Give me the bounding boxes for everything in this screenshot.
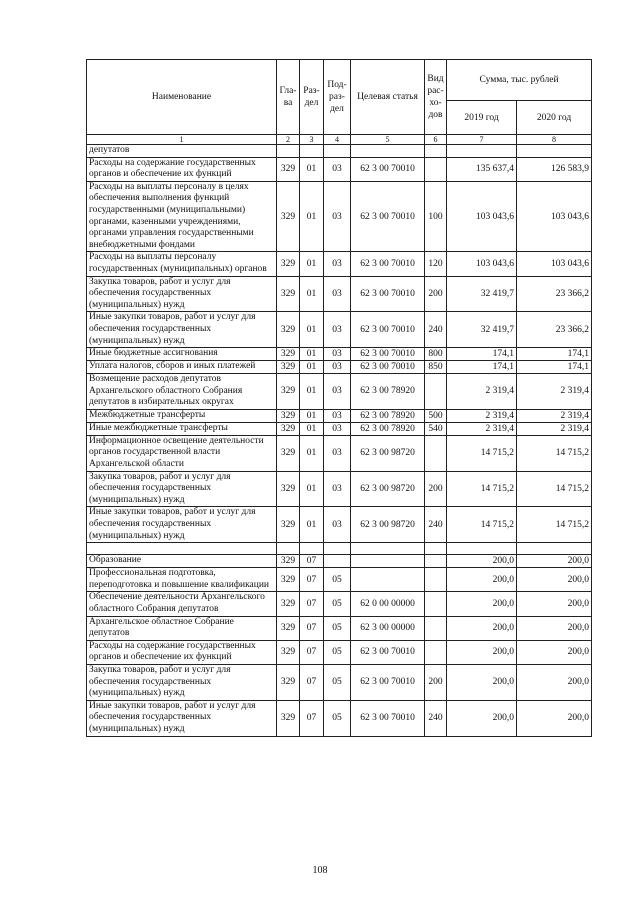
row-razdel: 01 [300,312,324,348]
row-name: Межбюджетные трансферты [87,409,277,422]
table-row [87,252,592,276]
row-amount-2020: 2 319,4 [517,422,592,435]
row-glava: 329 [277,700,300,736]
row-vid: 240 [425,700,447,736]
row-amount-2020: 200,0 [517,700,592,736]
row-name: Иные межбюджетные трансферты [87,422,277,435]
row-razdel: 01 [300,181,324,252]
row-glava [277,543,300,555]
row-name: Иные закупки товаров, работ и услуг для обеспечения государственных (муниципальных) нужд [87,700,277,736]
row-razdel: 01 [300,252,324,276]
row-name: Закупка товаров, работ и услуг для обеспечения государственных (муниципальных) нужд [87,471,277,507]
row-amount-2020 [517,145,592,158]
row-amount-2020: 200,0 [517,555,592,568]
row-podrazdel [324,555,351,568]
header-podrazdel: Под-раз-дел [324,60,351,135]
column-numbers-row [87,135,592,145]
row-amount-2019 [447,543,517,555]
row-podrazdel [324,145,351,158]
row-vid [425,435,447,471]
row-target [351,543,425,555]
row-podrazdel: 03 [324,157,351,181]
row-razdel: 07 [300,568,324,592]
row-name: Закупка товаров, работ и услуг для обеспечения государственных (муниципальных) нужд [87,276,277,312]
page-number: 108 [312,865,328,876]
header-razdel: Раз-дел [300,60,324,135]
table-row [87,543,592,555]
column-number: 7 [447,135,517,145]
row-amount-2020: 174,1 [517,348,592,361]
table-row [87,374,592,410]
row-razdel: 01 [300,422,324,435]
row-name: Образование [87,555,277,568]
row-vid [425,592,447,616]
table-body [87,135,592,737]
row-amount-2019: 200,0 [447,664,517,700]
row-amount-2019: 200,0 [447,568,517,592]
column-number: 8 [517,135,592,145]
row-name: Расходы на содержание государственных органов и обеспечение их функций [87,640,277,664]
table-row [87,361,592,374]
row-vid: 200 [425,471,447,507]
row-razdel: 01 [300,507,324,543]
row-razdel: 01 [300,374,324,410]
row-amount-2020: 14 715,2 [517,435,592,471]
table-row [87,471,592,507]
row-amount-2020: 103 043,6 [517,181,592,252]
table-row [87,507,592,543]
row-amount-2020: 126 583,9 [517,157,592,181]
row-podrazdel: 05 [324,664,351,700]
row-glava: 329 [277,616,300,640]
row-amount-2019: 14 715,2 [447,507,517,543]
row-podrazdel: 05 [324,568,351,592]
row-glava: 329 [277,435,300,471]
row-podrazdel: 03 [324,507,351,543]
row-glava: 329 [277,348,300,361]
table-row [87,616,592,640]
row-amount-2019: 32 419,7 [447,276,517,312]
header-year-2020: 2020 год [517,101,592,135]
row-podrazdel: 05 [324,616,351,640]
row-amount-2019: 200,0 [447,555,517,568]
row-vid: 540 [425,422,447,435]
row-podrazdel: 03 [324,276,351,312]
row-target: 62 3 00 70010 [351,361,425,374]
row-razdel: 07 [300,555,324,568]
row-glava: 329 [277,409,300,422]
row-glava: 329 [277,507,300,543]
row-target: 62 3 00 70010 [351,312,425,348]
table-row [87,145,592,158]
column-number: 3 [300,135,324,145]
row-podrazdel: 03 [324,361,351,374]
row-razdel: 01 [300,409,324,422]
table-row [87,435,592,471]
row-podrazdel: 03 [324,348,351,361]
row-amount-2019: 200,0 [447,616,517,640]
table-row [87,640,592,664]
row-name: Информационное освещение деятельности органов государственной власти Архангельской области [87,435,277,471]
row-amount-2020: 14 715,2 [517,471,592,507]
table-row [87,348,592,361]
row-name: депутатов [87,145,277,158]
row-glava: 329 [277,592,300,616]
row-amount-2019: 103 043,6 [447,252,517,276]
row-target: 62 3 00 70010 [351,276,425,312]
row-podrazdel: 03 [324,422,351,435]
row-amount-2019: 200,0 [447,700,517,736]
header-glava: Гла-ва [277,60,300,135]
row-name: Возмещение расходов депутатов Архангельского областного Собрания депутатов в избирательных округах [87,374,277,410]
row-name: Обеспечение деятельности Архангельского областного Собрания депутатов [87,592,277,616]
row-vid: 850 [425,361,447,374]
row-amount-2019: 200,0 [447,592,517,616]
table-row [87,157,592,181]
row-amount-2019: 32 419,7 [447,312,517,348]
row-amount-2020: 2 319,4 [517,409,592,422]
row-target: 62 3 00 70010 [351,700,425,736]
table-row [87,555,592,568]
row-razdel: 07 [300,592,324,616]
column-number: 4 [324,135,351,145]
column-number: 5 [351,135,425,145]
header-sum: Сумма, тыс. рублей [447,60,592,101]
row-target: 62 3 00 98720 [351,471,425,507]
row-podrazdel: 05 [324,700,351,736]
row-target [351,568,425,592]
table-row [87,276,592,312]
row-name: Расходы на выплаты персоналу государственных (муниципальных) органов [87,252,277,276]
row-vid: 200 [425,664,447,700]
row-vid [425,568,447,592]
row-vid [425,157,447,181]
row-razdel: 01 [300,348,324,361]
row-razdel: 07 [300,700,324,736]
row-name: Иные закупки товаров, работ и услуг для обеспечения государственных (муниципальных) нужд [87,312,277,348]
row-amount-2020: 174,1 [517,361,592,374]
row-amount-2019: 2 319,4 [447,374,517,410]
row-vid: 240 [425,312,447,348]
row-target: 62 3 00 70010 [351,157,425,181]
row-podrazdel: 03 [324,435,351,471]
row-amount-2019: 14 715,2 [447,471,517,507]
row-name: Уплата налогов, сборов и иных платежей [87,361,277,374]
column-number: 6 [425,135,447,145]
row-amount-2019: 2 319,4 [447,422,517,435]
row-amount-2020: 2 319,4 [517,374,592,410]
row-glava: 329 [277,312,300,348]
row-razdel: 01 [300,157,324,181]
row-target: 62 3 00 98720 [351,507,425,543]
row-podrazdel [324,543,351,555]
row-vid [425,145,447,158]
table-row [87,568,592,592]
row-glava: 329 [277,361,300,374]
table-row [87,312,592,348]
row-target: 62 3 00 70010 [351,348,425,361]
row-glava: 329 [277,157,300,181]
row-vid: 120 [425,252,447,276]
row-glava: 329 [277,276,300,312]
row-podrazdel: 03 [324,409,351,422]
row-podrazdel: 05 [324,640,351,664]
row-razdel: 07 [300,664,324,700]
row-target: 62 3 00 70010 [351,664,425,700]
row-vid [425,616,447,640]
row-amount-2020: 23 366,2 [517,276,592,312]
row-target: 62 3 00 78920 [351,374,425,410]
row-glava: 329 [277,555,300,568]
row-razdel [300,543,324,555]
row-vid [425,555,447,568]
row-razdel: 01 [300,471,324,507]
row-target: 62 3 00 70010 [351,640,425,664]
row-name: Иные закупки товаров, работ и услуг для обеспечения государственных (муниципальных) нужд [87,507,277,543]
row-glava: 329 [277,374,300,410]
table-row [87,592,592,616]
table-row [87,181,592,252]
row-amount-2020: 200,0 [517,664,592,700]
table-row [87,700,592,736]
row-vid [425,543,447,555]
row-podrazdel: 05 [324,592,351,616]
row-amount-2020: 103 043,6 [517,252,592,276]
row-amount-2020: 200,0 [517,640,592,664]
row-podrazdel: 03 [324,181,351,252]
row-name: Профессиональная подготовка, переподготовка и повышение квалификации [87,568,277,592]
row-glava [277,145,300,158]
header-row [87,60,592,101]
row-target: 62 3 00 78920 [351,422,425,435]
column-number: 2 [277,135,300,145]
row-amount-2020: 14 715,2 [517,507,592,543]
row-target: 62 3 00 98720 [351,435,425,471]
row-razdel: 01 [300,435,324,471]
row-target: 62 3 00 00000 [351,616,425,640]
column-number: 1 [87,135,277,145]
row-glava: 329 [277,471,300,507]
row-target [351,145,425,158]
row-amount-2020: 23 366,2 [517,312,592,348]
row-razdel: 01 [300,276,324,312]
row-razdel: 01 [300,361,324,374]
header-vid: Вид рас-хо-дов [425,60,447,135]
row-name: Иные бюджетные ассигнования [87,348,277,361]
row-vid: 800 [425,348,447,361]
row-name [87,543,277,555]
table-row [87,409,592,422]
row-glava: 329 [277,181,300,252]
header-target: Целевая статья [351,60,425,135]
row-amount-2019: 200,0 [447,640,517,664]
row-vid: 200 [425,276,447,312]
row-podrazdel: 03 [324,312,351,348]
row-amount-2020: 200,0 [517,616,592,640]
row-amount-2019: 14 715,2 [447,435,517,471]
row-vid: 240 [425,507,447,543]
row-vid [425,374,447,410]
row-amount-2020: 200,0 [517,568,592,592]
row-amount-2019: 174,1 [447,361,517,374]
row-amount-2019: 174,1 [447,348,517,361]
row-razdel [300,145,324,158]
row-target: 62 3 00 70010 [351,181,425,252]
row-amount-2019: 103 043,6 [447,181,517,252]
row-amount-2020: 200,0 [517,592,592,616]
row-glava: 329 [277,664,300,700]
row-glava: 329 [277,252,300,276]
row-glava: 329 [277,422,300,435]
header-name: Наименование [87,60,277,135]
row-vid: 100 [425,181,447,252]
row-name: Закупка товаров, работ и услуг для обеспечения государственных (муниципальных) нужд [87,664,277,700]
row-amount-2019: 135 637,4 [447,157,517,181]
row-target: 62 3 00 70010 [351,252,425,276]
row-podrazdel: 03 [324,374,351,410]
row-podrazdel: 03 [324,252,351,276]
table-row [87,664,592,700]
table-row [87,422,592,435]
row-amount-2019 [447,145,517,158]
row-razdel: 07 [300,616,324,640]
row-razdel: 07 [300,640,324,664]
row-glava: 329 [277,640,300,664]
row-amount-2019: 2 319,4 [447,409,517,422]
row-name: Расходы на выплаты персоналу в целях обеспечения выполнения функций государственными (муниципальными) органами, казенными учреждениями, органами управления государственными внебюджетными фондами [87,181,277,252]
row-target: 62 3 00 78920 [351,409,425,422]
row-glava: 329 [277,568,300,592]
row-podrazdel: 03 [324,471,351,507]
row-target [351,555,425,568]
header-year-2019: 2019 год [447,101,517,135]
row-name: Расходы на содержание государственных органов и обеспечение их функций [87,157,277,181]
row-amount-2020 [517,543,592,555]
row-name: Архангельское областное Собрание депутатов [87,616,277,640]
row-target: 62 0 00 00000 [351,592,425,616]
row-vid: 500 [425,409,447,422]
row-vid [425,640,447,664]
budget-table [86,59,592,737]
